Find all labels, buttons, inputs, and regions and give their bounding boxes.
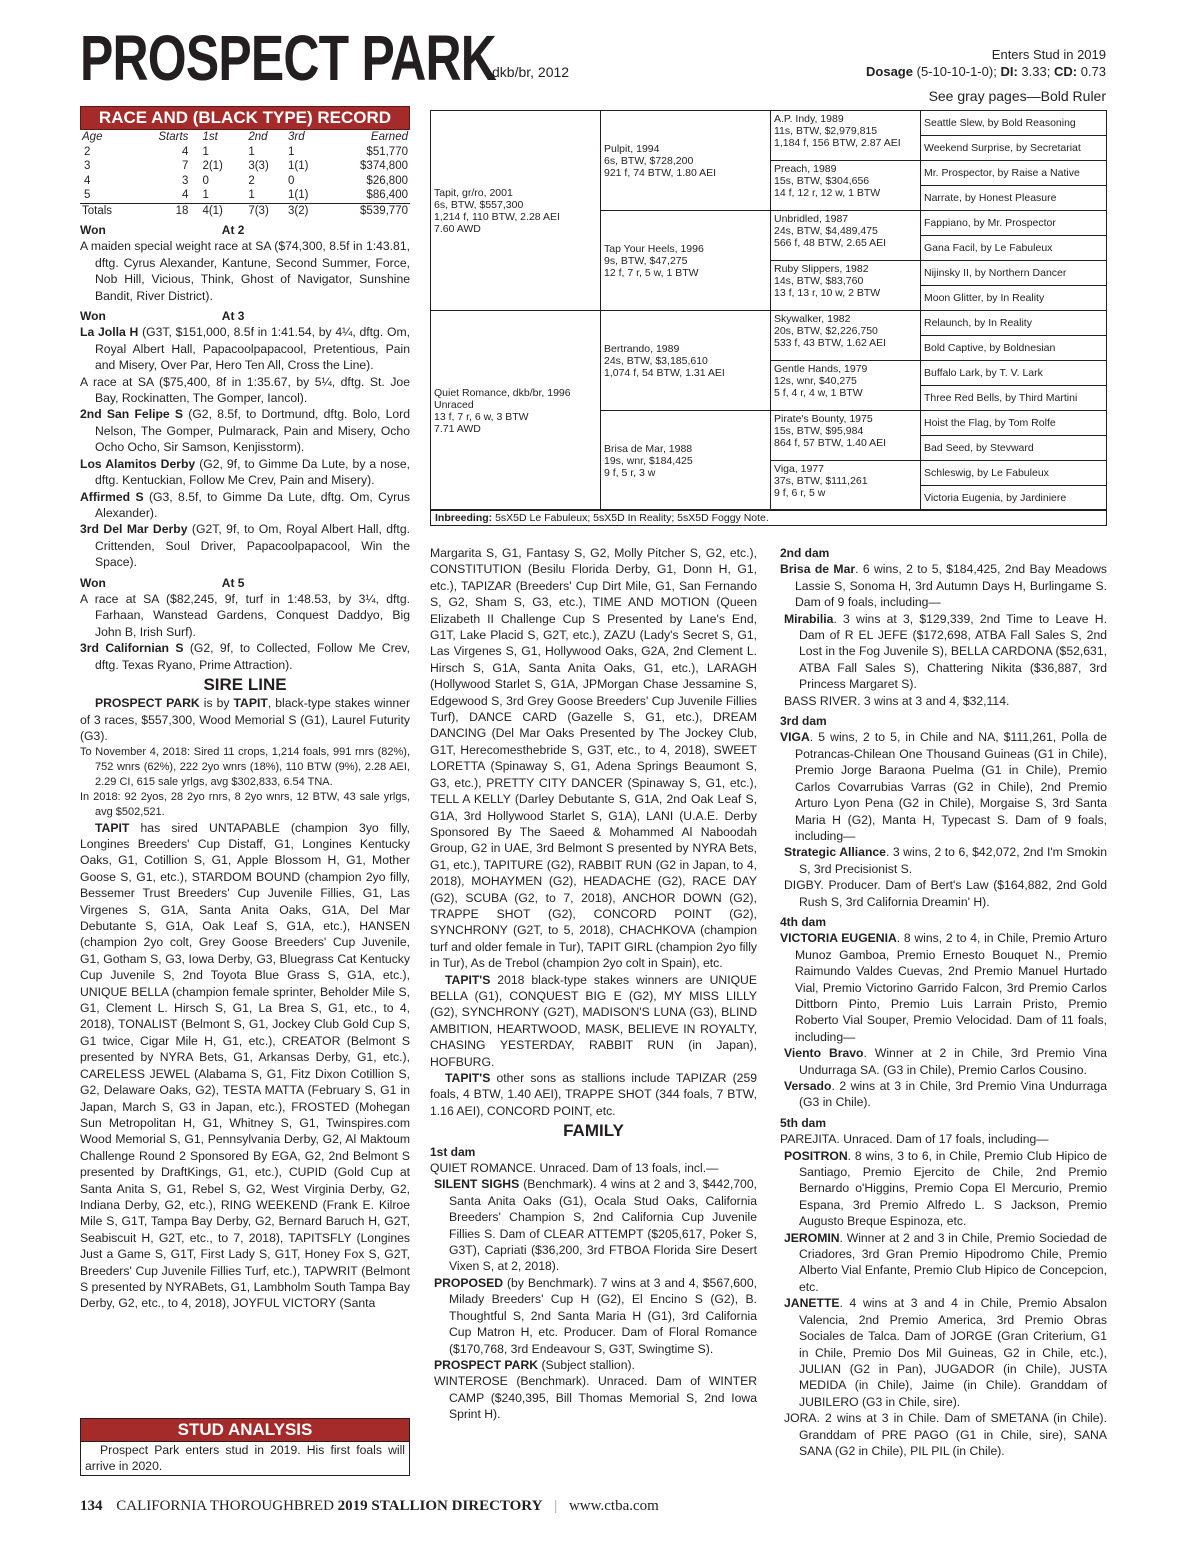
page-footer: 134 CALIFORNIA THOROUGHBRED 2019 STALLION DIRECTORY | www.ctba.com [80,1498,659,1514]
race-history: Won At 2 A maiden special weight race at SA ($74,300, 8.5f in 1:43.81, dftg. Cyrus Alexander, Kantune, Second Summer, Force, Nob Hill, Vicious, Think, Ghost of Navigator, Sunshine Bandit, River District). Won At 3 La Jolla H (G3T, $151,000, 8.5f in 1:41.54, by 4¼, dftg. Om, Royal Albert Hall, Papacoolpapacool, Pretentious, Pain and Misery, Over Par, Hero Ten All, Cross the Line). A race at SA ($75,400, 8f in 1:35.67, by 5¼, dftg. St. Joe Bay, Rockinatten, The Gomper, Iancol). 2nd San Felipe S (G2, 8.5f, to Dortmund, dftg. Bolo, Lord Nelson, The Gomper, Pulmarack, Pain and Misery, Ocho Ocho Ocho, Sir Samson, Kenjisstorm). Los Alamitos Derby (G2, 9f, to Gimme Da Lute, by a nose, dftg. Kentuckian, Follow Me Crev, Pain and Misery). Affirmed S (G3, 8.5f, to Gimme Da Lute, dftg. Om, Cyrus Alexander). 3rd Del Mar Derby (G2T, 9f, to Om, Royal Albert Hall, dftg. Crittenden, Soul Driver, Papacoolpapacool, Win the Space). Won At 5 A race at SA ($82,245, 9f, turf in 1:48.53, by 3¼, dftg. Farhaan, Wanstead Gardens, Conquest Daddyo, Big John B, Irish Surf). 3rd Californian S (G2, 9f, to Collected, Follow Me Crev, dftg. Texas Ryano, Prime Attraction). SIRE LINE PROSPECT PARK is by TAPIT, black-type stakes winner of 3 races, $557,300, Wood Memorial S (G1), Laurel Futurity (G3). To November 4, 2018: Sired 11 crops, 1,214 foals, 991 rnrs (82%), 752 wnrs (62%), 222 2yo wnrs (18%), 110 BTW (9%), 2.28 AEI, 2.29 CI, 615 sale yrlgs, avg $302,833, 6.54 TNA. In 2018: 92 2yos, 28 2yo rnrs, 8 2yo wnrs, 12 BTW, 43 sale yrlgs, avg $502,521. TAPIT has sired UNTAPABLE (champion 3yo filly, Longines Breeders' Cup Distaff, G1, Longines Kentucky Oaks, G1, Cotillion S, G1, Apple Blossom H, G1, Mother Goose S, G1, etc.), STARDOM BOUND (champion 2yo filly, Bessemer Trust Breeders' Cup Juvenile Fillies, G1, Las Virgenes S, G1A, Santa Anita Oaks, G1A, Del Mar Debutante S, G1A, Oak Leaf S, G1A, etc.), HANSEN (champion 2yo colt, Grey Goose Breeders' Cup Juvenile, G1, Gotham S, G3, Iowa Derby, G3, Bluegrass Cat Kentucky Cup Juvenile S, 2nd Toyota Blue Grass S, G1A, etc.), UNIQUE BELLA (champion female sprinter, Beholder Mile S, G1, Clement L. Hirsch S, G1, La Brea S, G1, etc., to 4, 2018), TONALIST (Belmont S, G1, Jockey Club Gold Cup S, G1 twice, Cigar Mile H, G1, etc.), CREATOR (Belmont S presented by NYRA Bets, G1, Arkansas Derby, G1, etc.), CARELESS JEWEL (Alabama S, G1, Fitz Dixon Cotillion S, G2, Delaware Oaks, G2), TESTA MATTA (February S, G1 in Japan, March S, G3 in Japan, etc.), FROSTED (Mohegan Sun Metropolitan H, G1, Whitney S, G1, Twinspires.com Wood Memorial S, G1, Pennsylvania Derby, G2, Al Maktoum Challenge Round 2 Sponsored By EGA, G2, 2nd Belmont S presented by DraftKings, G1, etc.), CUPID (Gold Cup at Santa Anita S, G1, Rebel S, G2, West Virginia Derby, G2, Indiana Derby, G2, etc.), RING WEEKEND (Frank E. Kilroe Mile S, G1T, Tampa Bay Derby, G2, Bernard Baruch H, G2T, Seabiscuit H, G2T, etc., to 7, 2018), TAPITSFLY (Longines Just a Game S, G1T, First Lady S, G1T, Honey Fox S, G2T, Breeders' Cup Juvenile Fillies Turf, etc.), TAPWRIT (Belmont S presented by NYRABets, G1, Lambholm South Tampa Bay Derby, G2, etc., to 4, 2018), JOYFUL VICTORY (Santa [80,223,410,1311]
pedigree-g4-cell: Gana Facil, by Le Fabuleux [921,236,1106,261]
sire-line-heading: SIRE LINE [203,674,287,694]
pedigree-g4-cell: Weekend Surprise, by Secretariat [921,136,1106,161]
inbreeding-note: Inbreeding: 5sX5D Le Fabuleux; 5sX5D In Reality; 5sX5D Foggy Note. [431,509,1106,525]
pedigree-g4-cell: Seattle Slew, by Bold Reasoning [921,111,1106,136]
pedigree-g3-cell: Ruby Slippers, 1982 14s, BTW, $83,760 13 f, 13 r, 10 w, 2 BTW [771,261,921,311]
stud-analysis-heading: STUD ANALYSIS [81,1419,409,1442]
pedigree-g1-cell: Quiet Romance, dkb/br, 1996 Unraced 13 f, 7 r, 6 w, 3 BTW 7.71 AWD [431,311,601,511]
website-link[interactable]: www.ctba.com [568,1498,659,1514]
pedigree-g4-cell: Moon Glitter, by In Reality [921,286,1106,311]
pedigree-g2-cell: Bertrando, 1989 24s, BTW, $3,185,610 1,074 f, 54 BTW, 1.31 AEI [601,311,771,411]
right-column: 2nd dam Brisa de Mar. 6 wins, 2 to 5, $184,425, 2nd Bay Meadows Lassie S, Sonoma H, 3rd Autumn Days H, Burlingame S. Dam of 9 foals, including— Mirabilia. 3 wins at 3, $129,339, 2nd Time to Leave H. Dam of R EL JEFE ($172,698, ATBA Fall Sales S, 2nd Lost in the Fog Juvenile S), BELLA CARDONA ($52,631, ATBA Fall Sales S), Chattering Nikita ($36,887, 3rd Princess Margaret S). BASS RIVER. 3 wins at 3 and 4, $32,114. 3rd dam VIGA. 5 wins, 2 to 5, in Chile and NA, $111,261, Polla de Potrancas-Chilean One Thousand Guineas (G1 in Chile), Premio Jorge Baraona Puelma (G1 in Chile), Premio Carlos Covarrubias Varras (G2 in Chile), 2nd Premio Arturo Lyon Pena (G2 in Chile), Morgaise S, 3rd Santa Maria H (G2), Manta H, Typecast S. Dam of 9 foals, including— Strategic Alliance. 3 wins, 2 to 6, $42,072, 2nd I'm Smokin S, 3rd Precisionist S. DIGBY. Producer. Dam of Bert's Law ($164,882, 2nd Gold Rush S, 3rd California Dreamin' H). 4th dam VICTORIA EUGENIA. 8 wins, 2 to 4, in Chile, Premio Arturo Munoz Gamboa, Premio Ernesto Bouquet N., Premio Raimundo Valdes Cuevas, 2nd Premio Manuel Hurtado Vial, Premio Victorino Garrido Falcon, 3rd Premio Carlos Dittborn Pinto, Premio Luis Larrain Pristo, Premio Roberto Vial Souper, Premio Velocidad. Dam of 11 foals, including— Viento Bravo. Winner at 2 in Chile, 3rd Premio Vina Undurraga SA. (G3 in Chile), Premio Carlos Cousino. Versado. 2 wins at 3 in Chile, 3rd Premio Vina Undurraga (G3 in Chile). 5th dam PAREJITA. Unraced. Dam of 17 foals, including— POSITRON. 8 wins, 3 to 6, in Chile, Premio Club Hipico de Santiago, Premio Ejercito de Chile, 2nd Premio Bernardo o'Higgins, Premio Copa El Mercurio, Premio Espana, 3rd Premio Alfredo L. S Jackson, Premio Augusto Breque Espinoza, etc. JEROMIN. Winner at 2 and 3 in Chile, Premio Sociedad de Criadores, 3rd Gran Premio Hipodromo Chile, Premio Alberto Vial Enfante, Premio Club Hipico de Concepcion, etc. JANETTE. 4 wins at 3 and 4 in Chile, Premio Absalon Valencia, 2nd Premio America, 3rd Premio Obras Sociales de Talca. Dam of JORGE (Gran Criterium, G1 in Chile, Premio Dos Mil Guineas, G2 in Chile, etc.), JULIAN (G2 in Pan), JUGADOR (in Chile), JUSTA MEDIDA (in Chile), Jaime (in Chile). Granddam of JUBILERO (G3 in Chile, sire). JORA. 2 wins at 3 in Chile. Dam of SMETANA (in Chile). Granddam of PRE PAGO (G1 in Chile, sire), SANA SANA (G2 in Chile), PIL PIL (in Chile). [780,546,1108,1458]
pedigree-g2-cell: Tap Your Heels, 1996 9s, BTW, $47,275 12 f, 7 r, 5 w, 1 BTW [601,211,771,311]
race-record-table [80,130,410,218]
pedigree-g3-cell: Skywalker, 1982 20s, BTW, $2,226,750 533 f, 43 BTW, 1.62 AEI [771,311,921,361]
stud-analysis-text: Prospect Park enters stud in 2019. His first foals will arrive in 2020. [85,1443,405,1474]
dosage-line: Dosage (5-10-10-1-0); DI: 3.33; CD: 0.73 [866,64,1106,79]
enters-stud: Enters Stud in 2019 [991,47,1106,62]
pedigree-g4-cell: Narrate, by Honest Pleasure [921,186,1106,211]
family-heading: FAMILY [563,1121,624,1141]
pedigree-g4-cell: Buffalo Lark, by T. V. Lark [921,361,1106,386]
totals-row: Totals 18 4(1) 7(3) 3(2) $539,770 [82,204,408,217]
pedigree-g3-cell: Viga, 1977 37s, BTW, $111,261 9 f, 6 r, 5 w [771,461,921,511]
pedigree-g4-cell: Relaunch, by In Reality [921,311,1106,336]
page-number: 134 [80,1498,103,1514]
pedigree-g3-cell: Unbridled, 1987 24s, BTW, $4,489,475 566 f, 48 BTW, 2.65 AEI [771,211,921,261]
pedigree-g2-cell: Pulpit, 1994 6s, BTW, $728,200 921 f, 74 BTW, 1.80 AEI [601,111,771,211]
pedigree-g3-cell: Pirate's Bounty, 1975 15s, BTW, $95,984 864 f, 57 BTW, 1.40 AEI [771,411,921,461]
table-row: 2 4 1 1 1 $51,770 [84,145,408,158]
pedigree-g3-cell: Gentle Hands, 1979 12s, wnr, $40,275 5 f, 4 r, 4 w, 1 BTW [771,361,921,411]
pedigree-g3-cell: Preach, 1989 15s, BTW, $304,656 14 f, 12 r, 12 w, 1 BTW [771,161,921,211]
pedigree-g4-cell: Schleswig, by Le Fabuleux [921,461,1106,486]
pedigree-g2-cell: Brisa de Mar, 1988 19s, wnr, $184,425 9 f, 5 r, 3 w [601,411,771,511]
publication-bold: 2019 STALLION DIRECTORY [337,1498,543,1514]
pedigree-chart [430,110,1107,526]
pedigree-g4-cell: Bad Seed, by Stevward [921,436,1106,461]
pedigree-g4-cell: Three Red Bells, by Third Martini [921,386,1106,411]
middle-column: Margarita S, G1, Fantasy S, G2, Molly Pitcher S, G2, etc.), CONSTITUTION (Besilu Florida Derby, G1, Donn H, G1, etc.), TAPIZAR (Breeders' Cup Dirt Mile, G1, San Fernando S, G2, Sham S, G3, etc.), TIME AND MOTION (Queen Elizabeth II Challenge Cup S Presented by Lane's End, G1T, Lake Placid S, G2T, etc.), ZAZU (Lady's Secret S, G1, Las Virgenes S, G1, Hollywood Oaks, G2A, 2nd Clement L. Hirsch S, G1A, Santa Anita Oaks, G1, etc.), LARAGH (Hollywood Starlet S, G1A, JPMorgan Chase Jessamine S, Edgewood S, 3rd Grey Goose Breeders' Cup Juvenile Fillies Turf), DANCE CARD (Gazelle S, G1, etc.), DREAM DANCING (Del Mar Oaks Presented by The Jockey Club, G1T, Herecomesthebride S, G3T, etc., to 4, 2018), SWEET LORETTA (Spinaway S, G1, Adena Springs Beaumont S, G3, etc.), PRETTY CITY DANCER (Spinaway S, G1, etc.), TELL A KELLY (Darley Debutante S, G1A, 2nd Oak Leaf S, G1A, 3rd Hollywood Starlet S, G1A), LANI (U.A.E. Derby Sponsored By The Saeed & Mohammed Al Naboodah Group, G2 in UAE, 3rd Belmont S presented by NYRA Bets, G1, etc.), TAPITURE (G2), RABBIT RUN (G2 in Japan, to 4, 2018), MOHAYMEN (G2), HEADACHE (G2), RACE DAY (G2), SCUBA (G2, to 7, 2018), ANCHOR DOWN (G2), TRAPPE SHOT (G2), CONCORD POINT (G2), SYNCHRONY (G2T, to 5, 2018), CHACHKOVA (champion turf and older female in Tur), TAPIT GIRL (champion 2yo filly in Tur), As de Trebol (champion 2yo colt in Spain), etc. TAPIT'S 2018 black-type stakes winners are UNIQUE BELLA (G1), CONQUEST BIG E (G2), MY MISS LILLY (G2), SYNCHRONY (G2T), MADISON'S LUNA (G3), BLIND AMBITION, HEARTWOOD, MASK, BELIEVE IN ROYALTY, CHASING YESTERDAY, RABBIT RUN (in Japan), HOFBURG. TAPIT'S other sons as stallions include TAPIZAR (259 foals, 4 BTW, 1.40 AEI), TRAPPE SHOT (344 foals, 7 BTW, 1.16 AEI), CONCORD POINT, etc. FAMILY 1st dam QUIET ROMANCE. Unraced. Dam of 13 foals, incl.— SILENT SIGHS (Benchmark). 4 wins at 2 and 3, $442,700, Santa Anita Oaks (G1), Ocala Stud Oaks, California Breeders' Champion S, 2nd California Cup Juvenile Fillies S. Dam of CLEAR ATTEMPT ($205,617, Poker S, G3T), Capriati ($36,200, 3rd FTBOA Florida Sire Desert Vixen S, at 2, 2018). PROPOSED (by Benchmark). 7 wins at 3 and 4, $567,600, Milady Breeders' Cup H (G2), El Encino S (G2), B. Thoughtful S, 2nd Santa Maria H (G1), 3rd California Cup Matron H, etc. Producer. Dam of Floral Romance ($170,768, 3rd Endeavour S, G3T, Swingtime S). PROSPECT PARK (Subject stallion). WINTEROSE (Benchmark). Unraced. Dam of WINTER CAMP ($240,395, Bill Thomas Memorial S, 2nd Iowa Sprint H). [430,546,757,1422]
pedigree-g4-cell: Bold Captive, by Boldnesian [921,336,1106,361]
left-column [80,106,410,1312]
pedigree-g4-cell: Fappiano, by Mr. Prospector [921,211,1106,236]
pedigree-g3-cell: A.P. Indy, 1989 11s, BTW, $2,979,815 1,184 f, 156 BTW, 2.87 AEI [771,111,921,161]
record-heading: RACE AND (BLACK TYPE) RECORD [80,106,410,130]
table-row: 3 7 2(1) 3(3) 1(1) $374,800 [84,160,408,172]
pedigree-g4-cell: Victoria Eugenia, by Jardiniere [921,486,1106,511]
stud-info [866,46,1106,80]
pedigree-g4-cell: Hoist the Flag, by Tom Rolfe [921,411,1106,436]
table-header-row: Age Starts 1st 2nd 3rd Earned [82,131,408,143]
table-row: 4 3 0 2 0 $26,800 [84,174,408,187]
horse-color-year: dkb/br, 2012 [492,64,570,80]
table-row: 5 4 1 1 1(1) $86,400 [84,189,408,201]
pedigree-g4-cell: Nijinsky II, by Northern Dancer [921,261,1106,286]
page-title: PROSPECT PARK [80,22,497,94]
pedigree-g1-cell: Tapit, gr/ro, 2001 6s, BTW, $557,300 1,214 f, 110 BTW, 2.28 AEI 7.60 AWD [431,111,601,311]
publication: CALIFORNIA THOROUGHBRED [116,1498,334,1514]
stud-analysis-box [80,1418,410,1476]
gray-pages-note: See gray pages—Bold Ruler [928,88,1106,104]
pedigree-g4-cell: Mr. Prospector, by Raise a Native [921,161,1106,186]
